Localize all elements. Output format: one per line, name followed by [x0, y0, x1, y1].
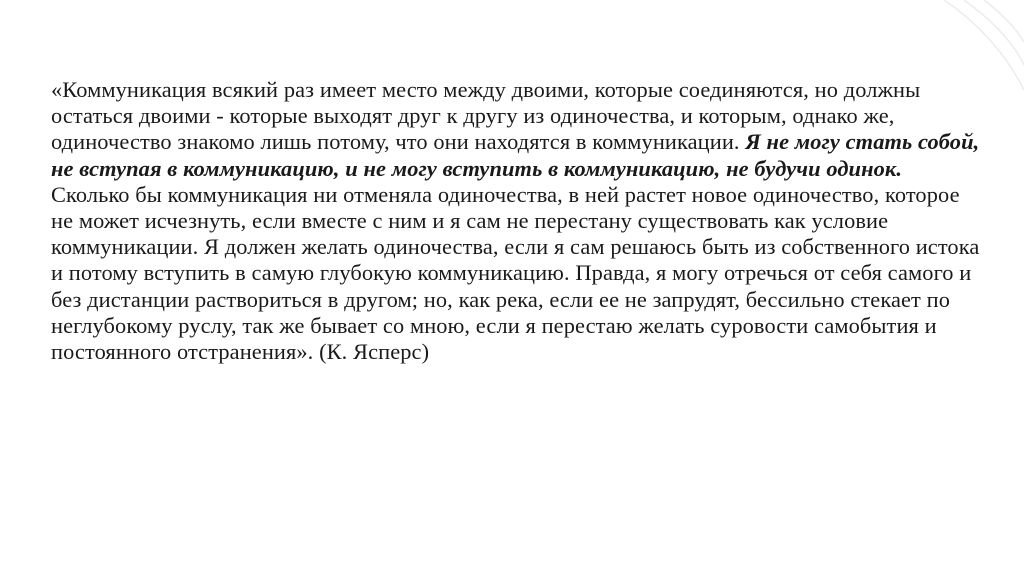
- quote-emphasis: Я не могу стать собой, не вступая в коммуникацию, и не могу вступить в коммуникацию, не будучи одинок.: [51, 129, 980, 181]
- quote-text-part1: «Коммуникация всякий раз имеет место между двоими, которые соединяются, но должны остаться двоими - которые выходят друг к другу из одиночества, и которым, однако же, одиночество знакомо лишь потому, что они находятся в коммуникации.: [51, 77, 921, 155]
- jaspers-quote: [51, 77, 981, 365]
- quote-text-part2: Сколько бы коммуникация ни отменяла одиночества, в ней растет новое одиночество, которое не может исчезнуть, если вместе с ним и я сам не перестану существовать как условие коммуникации. Я должен желать одиночества, если я сам решаюсь быть из собственного истока и потому вступить в самую глубокую коммуникацию. Правда, я могу отречься от себя самого и без дистанции раствориться в другом; но, как река, если ее не запрудят, бессильно стекает по неглубокому руслу, так же бывает со мною, если я перестаю желать суровости самобытия и постоянного отстранения». (К. Ясперс): [51, 181, 980, 365]
